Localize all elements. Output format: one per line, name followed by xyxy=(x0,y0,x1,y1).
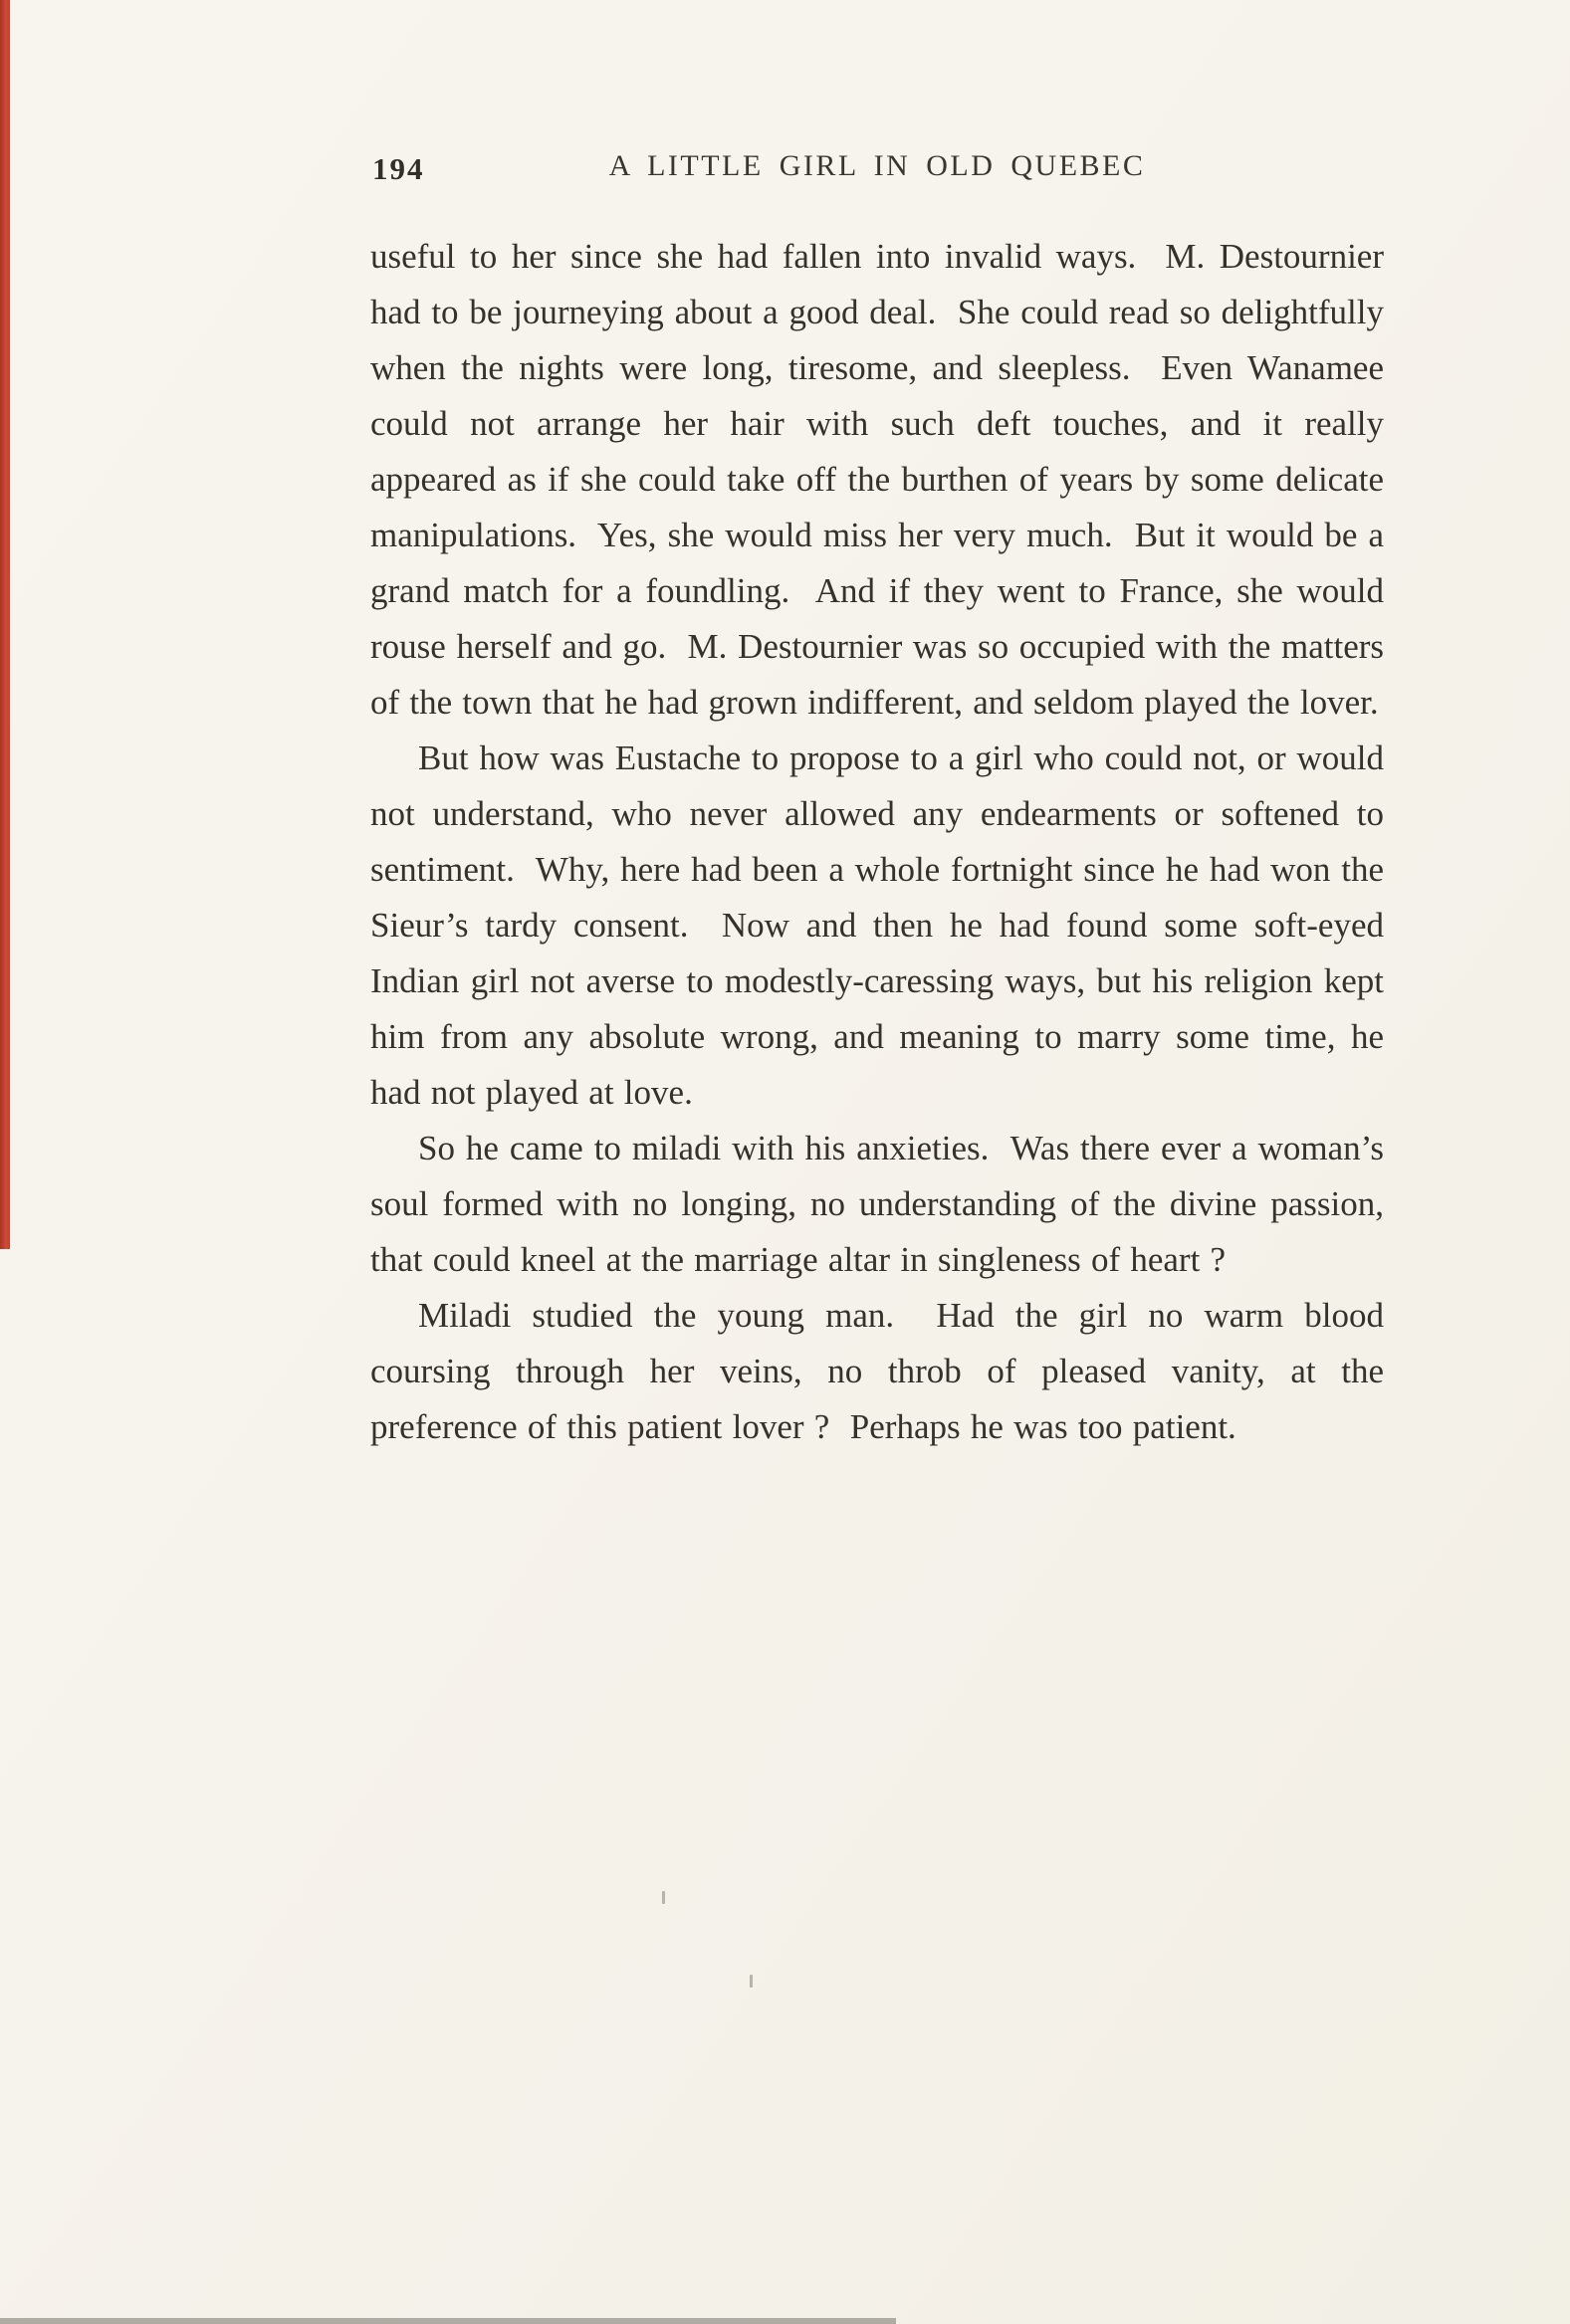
scan-bottom-edge xyxy=(0,2318,896,2324)
paragraph: Miladi studied the young man. Had the girl no warm blood coursing through her veins, no throb of pleased vanity, at the preference of this patient lover ? Perhaps he was too patient. xyxy=(370,1296,1384,1446)
paragraph: But how was Eustache to propose to a girl who could not, or would not understand, who never allowed any endearments or softened to sentiment. Why, here had been a whole fortnight since he had won the Sieur’s tardy consent. Now and then he had found some soft-eyed Indian girl not averse to modestly-caressing ways, but his religion kept him from any absolute wrong, and meaning to marry some time, he had not played at love. xyxy=(370,739,1384,1112)
text-block xyxy=(370,149,1384,1455)
page-header xyxy=(370,149,1384,229)
running-title: A LITTLE GIRL IN OLD QUEBEC xyxy=(608,149,1146,182)
scan-artifact xyxy=(662,1891,665,1904)
paragraph: useful to her since she had fallen into invalid ways. M. Destournier had to be journeying about a good deal. She could read so delightfully when the nights were long, tiresome, and sleepless. Even Wanamee could not arrange her hair with such deft touches, and it really appeared as if she could take off the burthen of years by some delicate manipulations. Yes, she would miss her very much. But it would be a grand match for a foundling. And if they went to France, she would rouse herself and go. M. Destournier was so occupied with the matters of the town that he had grown indifferent, and seldom played the lover. xyxy=(370,237,1384,722)
paragraph: So he came to miladi with his anxieties. Was there ever a woman’s soul formed with no longing, no understanding of the divine passion, that could kneel at the marriage altar in singleness of heart ? xyxy=(370,1129,1384,1279)
page-number: 194 xyxy=(372,151,425,186)
scan-red-edge xyxy=(0,0,10,1249)
scan-artifact xyxy=(750,1975,753,1988)
